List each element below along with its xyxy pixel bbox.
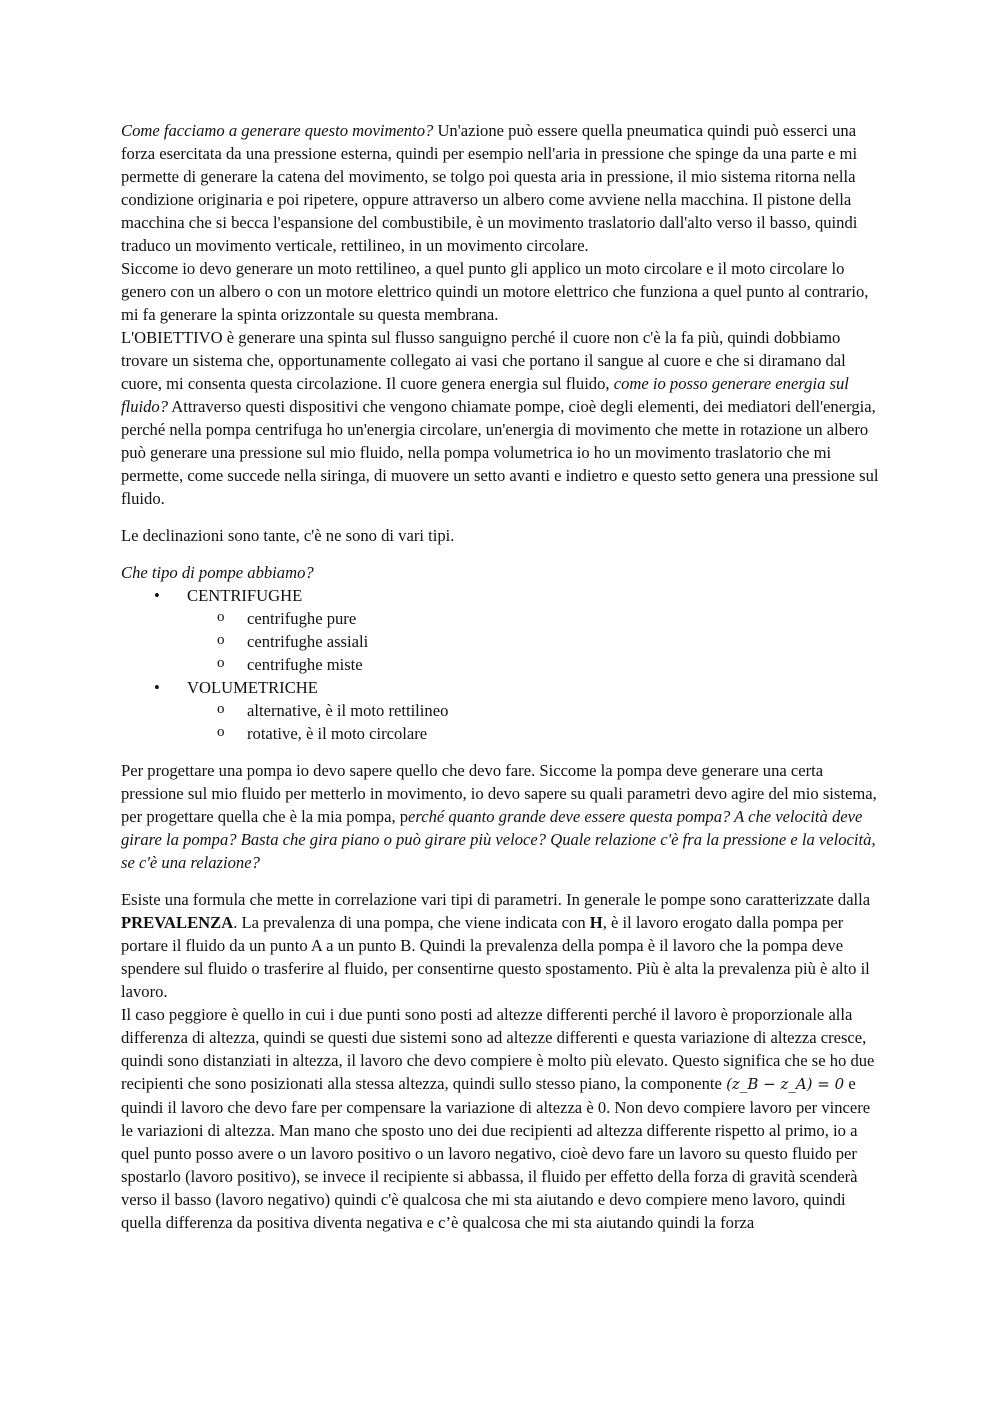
paragraph-prevalenza — [121, 888, 883, 1003]
paragraph-progettare — [121, 759, 883, 874]
paragraph-caso-peggiore — [121, 1003, 883, 1234]
list-item-volumetriche — [121, 676, 883, 745]
list-item: o centrifughe pure — [187, 607, 883, 630]
paragraph-declinazioni: Le declinazioni sono tante, c'è ne sono di vari tipi. — [121, 526, 455, 545]
paragraph-text: Il caso peggiore è quello in cui i due punti sono posti ad altezze differenti perché il lavoro è proporzionale alla differenza di altezza, quindi se questi due sistemi sono ad altezze differenti e questa variazione di altezza cresce, quindi sono distanziati in altezza, il lavoro che devo compiere è molto più elevato. Questo significa che se ho due recipienti che sono posizionati alla stessa altezza, quindi sullo stesso piano, la componente — [121, 1005, 875, 1093]
list-item-label: CENTRIFUGHE — [187, 586, 303, 605]
question-italic: Come facciamo a generare questo movimento? — [121, 121, 434, 140]
paragraph-text: , è il lavoro erogato dalla pompa per portare il fluido da un punto A a un punto B. Quindi la prevalenza della pompa è il lavoro che la pompa deve spendere sul fluido o trasferire al fluido, per consentirne questo spostamento. Più è alta la prevalenza più è alto il lavoro. — [121, 913, 870, 1001]
sublist-centrifughe — [187, 607, 883, 676]
paragraph-text: Per progettare una pompa io devo sapere quello che devo fare. Siccome la pompa deve generare una certa pressione sul mio fluido per metterlo in movimento, io devo sapere su quali parametri devo agire del mio sistema, per progettare quella che è la mia pompa, p — [121, 761, 877, 826]
question-italic: come io posso generare energia sul fluido? — [121, 374, 849, 416]
symbol-h: H — [589, 913, 603, 932]
list-item-label: VOLUMETRICHE — [187, 678, 318, 697]
list-item: o centrifughe assiali — [187, 630, 883, 653]
pump-types-list — [121, 584, 883, 745]
sublist-volumetriche — [187, 699, 883, 745]
paragraph-text: . La prevalenza di una pompa, che viene indicata con — [233, 913, 590, 932]
paragraph-text: e quindi il lavoro che devo fare per compensare la variazione di altezza è 0. Non devo compiere lavoro per vincere le variazioni di altezza. Man mano che sposto uno dei due recipienti ad altezza differente rispetto al primo, io a quel punto posso avere o un lavoro positivo o un lavoro negativo, cioè devo fare un lavoro su questo fluido per spostarlo (lavoro positivo), se invece il recipiente si abbassa, il fluido per effetto della forza di gravità scenderà verso il basso (lavoro negativo) quindi c'è qualcosa che mi sta aiutando e devo compiere meno lavoro, quindi quella differenza da positiva diventa negativa e c’è qualcosa che mi sta aiutando quindi la forza — [121, 1074, 871, 1232]
list-item-centrifughe — [121, 584, 883, 676]
term-prevalenza: PREVALENZA — [121, 913, 234, 932]
formula-height-difference: (z_B − z_A) = 0 — [726, 1075, 845, 1093]
question-italic: Che tipo di pompe abbiamo? — [121, 563, 314, 582]
question-italic: erché quanto grande deve essere questa pompa? A che velocità deve girare la pompa? Basta che gira piano o può girare più veloce? Quale relazione c'è fra la pressione e la velocità, se c'è una relazione? — [121, 807, 876, 872]
paragraph-text: L'OBIETTIVO è generare una spinta sul flusso sanguigno perché il cuore non c'è la fa più, quindi dobbiamo trovare un sistema che, opportunamente collegato ai vasi che portano il sangue al cuore e che si diramano dal cuore, mi consenta questa circolazione. Il cuore genera energia sul fluido, — [121, 328, 846, 393]
paragraph-moto-rettilineo: Siccome io devo generare un moto rettilineo, a quel punto gli applico un moto circolare e il moto circolare lo genero con un albero o con un motore elettrico quindi un motore elettrico che funziona a quel punto al contrario, mi fa generare la spinta orizzontale su questa membrana. — [121, 259, 869, 324]
list-item: o alternative, è il moto rettilineo — [187, 699, 883, 722]
paragraph-movimento — [121, 119, 883, 257]
list-item: o centrifughe miste — [187, 653, 883, 676]
document-page — [121, 119, 883, 1234]
question-tipo-pompe — [121, 561, 883, 584]
paragraph-text: Un'azione può essere quella pneumatica quindi può esserci una forza esercitata da una pressione esterna, quindi per esempio nell'aria in pressione che spinge da una parte e mi permette di generare la catena del movimento, se tolgo poi questa aria in pressione, il mio sistema ritorna nella condizione originaria e poi ripetere, oppure attraverso un albero come avviene nella macchina. Il pistone della macchina che si becca l'espansione del combustibile, è un movimento traslatorio dall'alto verso il basso, quindi traduco un movimento verticale, rettilineo, in un movimento circolare. — [121, 121, 858, 255]
paragraph-obiettivo — [121, 326, 883, 510]
paragraph-text: Attraverso questi dispositivi che vengono chiamate pompe, cioè degli elementi, dei mediatori dell'energia, perché nella pompa centrifuga ho un'energia circolare, un'energia di movimento che mette in rotazione un albero può generare una pressione sul mio fluido, nella pompa volumetrica io ho un movimento traslatorio che mi permette, come succede nella siringa, di muovere un setto avanti e indietro e questo setto genera una pressione sul fluido. — [121, 397, 879, 508]
list-item: o rotative, è il moto circolare — [187, 722, 883, 745]
paragraph-text: Esiste una formula che mette in correlazione vari tipi di parametri. In generale le pompe sono caratterizzate dalla — [121, 890, 871, 909]
